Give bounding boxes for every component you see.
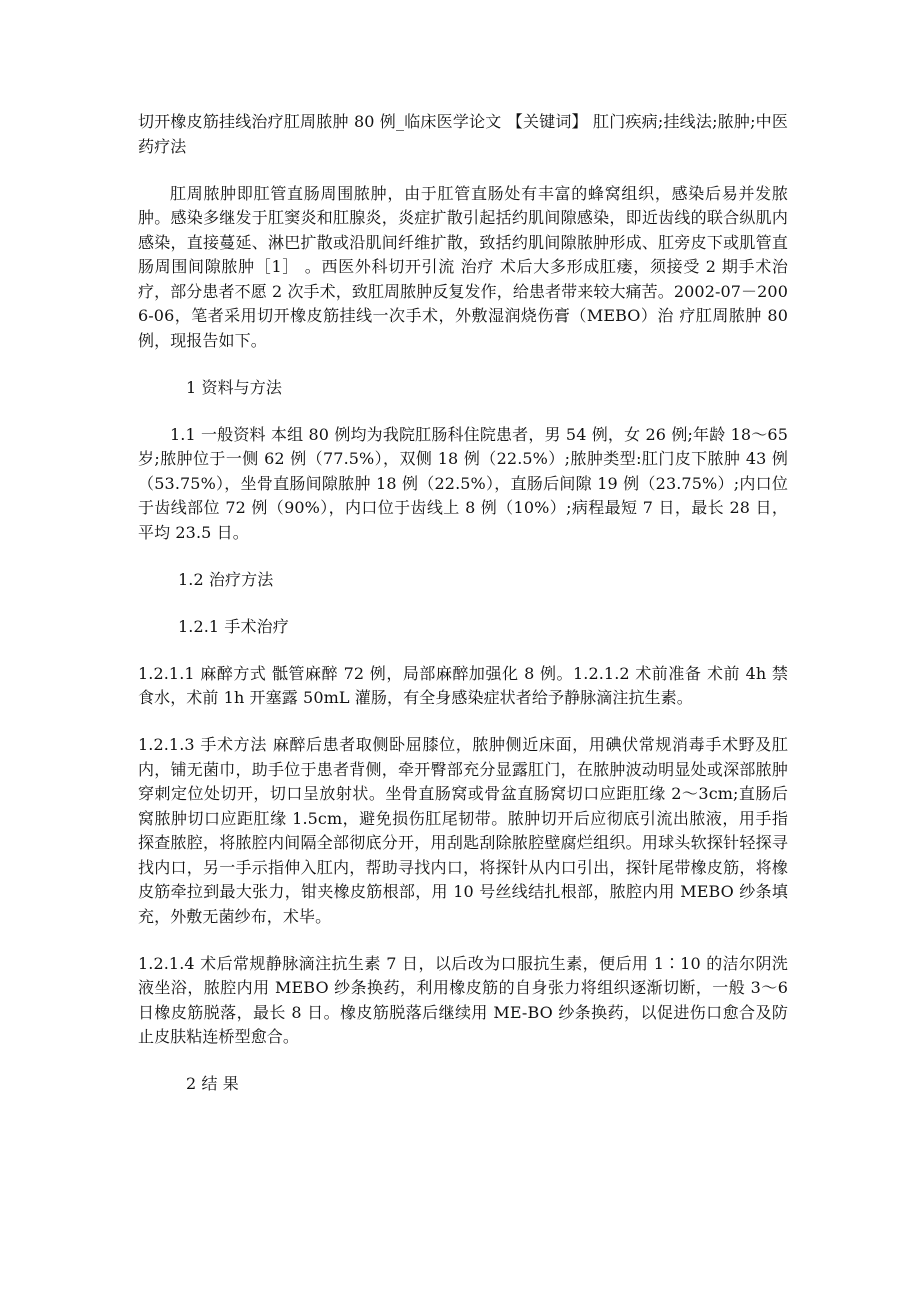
treatment-method-heading: 1.2 治疗方法 (178, 569, 274, 589)
document-body (138, 110, 788, 1119)
general-data-paragraph: 1.1 一般资料 本组 80 例均为我院肛肠科住院患者，男 54 例，女 26 例;年龄 18～65 岁;脓肿位于一侧 62 例（77.5%），双侧 18 例（22.5%）;脓肿类型:肛门皮下脓肿 43 例（53.75%），坐骨直肠间隙脓肿 18 例（22.5%），直肠后间隙 19 例（23.75%）;内口位于齿线部位 72 例（90%），内口位于齿线上 8 例（10%）;病程最短 7 日，最长 28 日，平均 23.5 日。 (138, 424, 788, 542)
postoperative-paragraph: 1.2.1.4 术后常规静脉滴注抗生素 7 日，以后改为口服抗生素，便后用 1∶10 的洁尔阴洗液坐浴，脓腔内用 MEBO 纱条换药，利用橡皮筋的自身张力将组织逐渐切断，一般 3～6 日橡皮筋脱落，最长 8 日。橡皮筋脱落后继续用 ME-BO 纱条换药，以促进伤口愈合及防止皮肤粘连桥型愈合。 (138, 953, 788, 1046)
intro-paragraph: 肛周脓肿即肛管直肠周围脓肿，由于肛管直肠处有丰富的蜂窝组织，感染后易并发脓肿。感染多继发于肛窦炎和肛腺炎，炎症扩散引起括约肌间隙感染，即近齿线的联合纵肌内感染，直接蔓延、淋巴扩散或沿肌间纤维扩散，致括约肌间隙脓肿形成、肛旁皮下或肌管直肠周围间隙脓肿［1］ 。西医外科切开引流 治疗 术后大多形成肛瘘，须接受 2 期手术治疗，部分患者不愿 2 次手术，致肛周脓肿反复发作，给患者带来较大痛苦。2002-07－2006-06，笔者采用切开橡皮筋挂线一次手术，外敷湿润烧伤膏（MEBO）治 疗肛周脓肿 80 例，现报告如下。 (138, 183, 788, 350)
surgical-treatment-heading: 1.2.1 手术治疗 (178, 616, 289, 636)
anesthesia-paragraph: 1.2.1.1 麻醉方式 骶管麻醉 72 例，局部麻醉加强化 8 例。1.2.1.2 术前准备 术前 4h 禁食水，术前 1h 开塞露 50mL 灌肠，有全身感染症状者给予静脉滴注抗生素。 (138, 663, 788, 707)
title-keywords-line: 切开橡皮筋挂线治疗肛周脓肿 80 例_临床医学论文 【关键词】 肛门疾病;挂线法;脓肿;中医药疗法 (138, 112, 788, 156)
section-1-heading: 1 资料与方法 (186, 377, 282, 397)
surgical-method-paragraph: 1.2.1.3 手术方法 麻醉后患者取侧卧屈膝位，脓肿侧近床面，用碘伏常规消毒手术野及肛内，铺无菌巾，助手位于患者背侧，牵开臀部充分显露肛门，在脓肿波动明显处或深部脓肿穿刺定位处切开，切口呈放射状。坐骨直肠窝或骨盆直肠窝切口应距肛缘 2～3cm;直肠后窝脓肿切口应距肛缘 1.5cm，避免损伤肛尾韧带。脓肿切开后应彻底引流出脓液，用手指探查脓腔，将脓腔内间隔全部彻底分开，用刮匙刮除脓腔壁腐烂组织。用球头软探针轻探寻找内口，另一手示指伸入肛内，帮助寻找内口，将探针从内口引出，探针尾带橡皮筋，将橡皮筋牵拉到最大张力，钳夹橡皮筋根部，用 10 号丝线结扎根部，脓腔内用 MEBO 纱条填充，外敷无菌纱布，术毕。 (138, 735, 788, 926)
section-2-heading: 2 结 果 (186, 1074, 239, 1093)
